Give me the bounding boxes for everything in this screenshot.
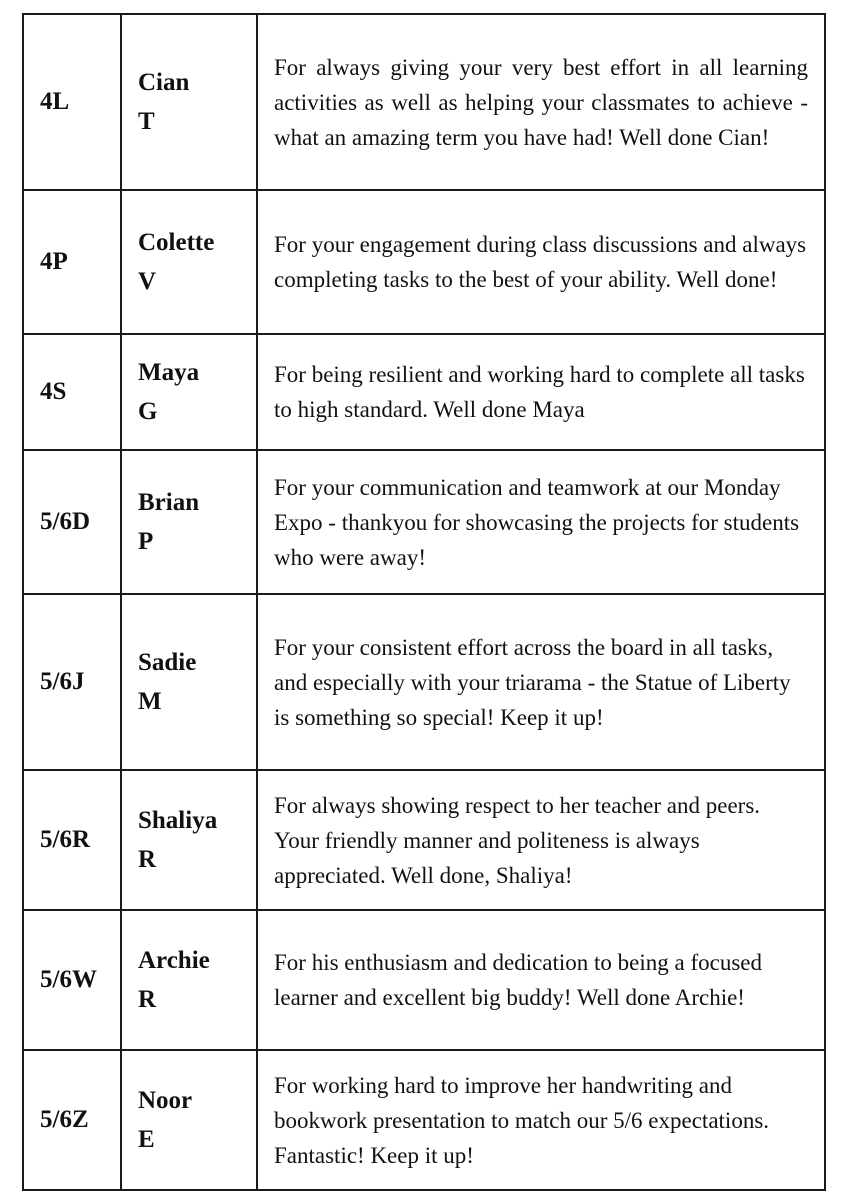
student-first-name: Shaliya — [138, 807, 218, 834]
award-message-cell: For always showing respect to her teacher and peers. Your friendly manner and politeness is always appreciated. Well done, Shaliya! — [257, 770, 825, 910]
award-message-cell: For always giving your very best effort in all learning activities as well as helping your classmates to achieve - what an amazing term you have had! Well done Cian! — [257, 14, 825, 190]
student-first-name: Colette — [138, 229, 215, 256]
student-name-cell — [121, 14, 257, 190]
student-last-initial: V — [138, 268, 157, 295]
table-row — [23, 910, 825, 1050]
class-cell: 4S — [23, 334, 121, 450]
student-name-cell — [121, 594, 257, 770]
class-cell: 4P — [23, 190, 121, 334]
table-row — [23, 14, 825, 190]
award-message-cell: For his enthusiasm and dedication to being a focused learner and excellent big buddy! Well done Archie! — [257, 910, 825, 1050]
class-cell: 5/6J — [23, 594, 121, 770]
student-name-cell — [121, 190, 257, 334]
class-cell: 5/6W — [23, 910, 121, 1050]
student-first-name: Cian — [138, 69, 190, 96]
class-cell: 4L — [23, 14, 121, 190]
table-row — [23, 190, 825, 334]
student-last-initial: M — [138, 688, 162, 715]
table-row — [23, 594, 825, 770]
student-last-initial: P — [138, 528, 154, 555]
class-cell: 5/6Z — [23, 1050, 121, 1190]
student-last-initial: T — [138, 108, 155, 135]
student-first-name: Sadie — [138, 649, 197, 676]
table-row — [23, 770, 825, 910]
award-message-cell: For your consistent effort across the board in all tasks, and especially with your triarama - the Statue of Liberty is something so special! Keep it up! — [257, 594, 825, 770]
student-name-cell — [121, 450, 257, 594]
class-cell: 5/6D — [23, 450, 121, 594]
table-row — [23, 334, 825, 450]
student-first-name: Brian — [138, 489, 200, 516]
student-last-initial: E — [138, 1126, 155, 1153]
student-last-initial: R — [138, 986, 157, 1013]
student-name-cell — [121, 770, 257, 910]
award-message-cell: For your communication and teamwork at our Monday Expo - thankyou for showcasing the projects for students who were away! — [257, 450, 825, 594]
student-first-name: Maya — [138, 359, 200, 386]
student-first-name: Noor — [138, 1087, 193, 1114]
student-name-cell — [121, 334, 257, 450]
class-cell: 5/6R — [23, 770, 121, 910]
awards-table — [22, 13, 826, 1191]
table-row — [23, 450, 825, 594]
award-message-cell: For your engagement during class discussions and always completing tasks to the best of your ability. Well done! — [257, 190, 825, 334]
award-message-cell: For working hard to improve her handwriting and bookwork presentation to match our 5/6 expectations. Fantastic! Keep it up! — [257, 1050, 825, 1190]
award-message-cell: For being resilient and working hard to complete all tasks to high standard. Well done Maya — [257, 334, 825, 450]
table-row — [23, 1050, 825, 1190]
student-name-cell — [121, 910, 257, 1050]
student-name-cell — [121, 1050, 257, 1190]
student-first-name: Archie — [138, 947, 210, 974]
student-last-initial: G — [138, 398, 158, 425]
student-last-initial: R — [138, 846, 157, 873]
